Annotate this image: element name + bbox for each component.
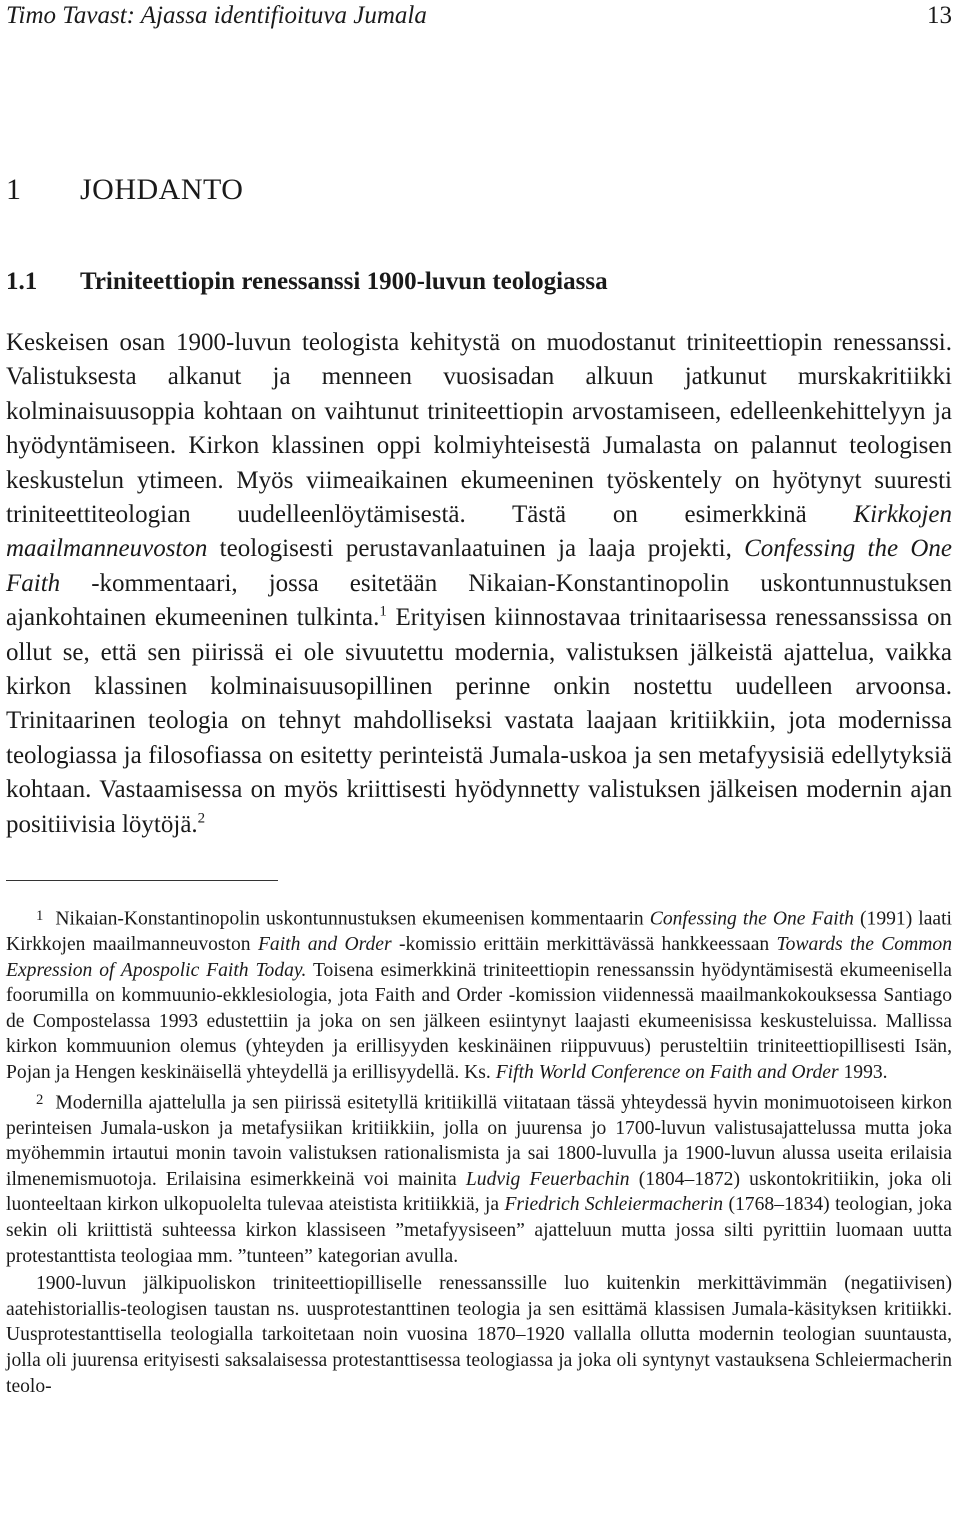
text-run: -kommentaari, jossa esitetään Nikaian-Konstantinopolin uskontunnustuksen ajankohtainen ekumeeninen tulkinta. — [6, 569, 952, 632]
text-run: Toisena esimerkkinä triniteettiopin renessanssin hyödyntämisestä ekumeenisella foorumilla on kommuunio-ekklesiologia, jota Faith and Order -komission viidennessä maailmankokouksessa Santiago de Compostelassa 1993 edustettiin ja joka on sen jälkeen esiintynyt laajasti ekumeenisissa keskusteluissa. Mallissa kirkon kommuunion olemus (yhteyden ja erillisyyden keskinäinen riippuvuus) perusteltiin triniteettiopillisesti Isän, Pojan ja Hengen keskinäisellä yhteydellä ja erillisyydellä. Ks. — [6, 959, 952, 1083]
text-run: teologisesti perustavanlaatuinen ja laaja projekti, — [207, 535, 745, 563]
running-title: Timo Tavast: Ajassa identifioituva Jumala — [6, 2, 427, 29]
italic-run: Faith and Order — [257, 934, 392, 955]
text-run: Keskeisen osan 1900-luvun teologista kehitystä on muodostanut triniteettiopin renessanssi. Valistuksesta alkanut ja menneen vuosisadan alkuun jatkunut murskakritiikki kolminaisuusoppia kohtaan on vaihtunut triniteettiopin arvostamiseen, edelleenkehittelyyn ja hyödyntämiseen. Kirkon klassinen oppi kolmiyhteisestä Jumalasta on palannut teologisen keskustelun ytimeen. Myös viimeaikainen ekumeeninen työskentely on hyötynyt suuresti triniteettiteologian uudelleenlöytämisestä. Tästä on esimerkkinä — [6, 329, 952, 529]
footnote-1 — [6, 904, 952, 1086]
footnotes — [6, 904, 952, 1399]
text-run: (1768–1834) teologian, joka sekin oli kriittistä suhteessa kirkon klassiseen ”metafyysiseen” ajatteluun mutta jossa silti pyrittiin luomaan uutta protestanttista teologiaa mm. ”tunteen” kategorian avulla. — [6, 1194, 952, 1267]
section-heading — [6, 262, 608, 302]
italic-run: Towards the Common Expression of Apospolic Faith Today. — [6, 934, 952, 981]
body-text — [6, 326, 952, 842]
footnote-ref-1[interactable]: 1 — [379, 603, 387, 620]
page-number: 13 — [927, 2, 952, 29]
text-run: (1804–1872) uskontokritiikin, joka oli luonteeltaan kirkon ulkopuolelta tulevaa ateistista kritiikkiä, ja — [6, 1168, 952, 1216]
chapter-title: JOHDANTO — [80, 173, 244, 206]
paragraph — [6, 326, 952, 842]
footnote-2-continued: 1900-luvun jälkipuoliskon triniteettiopilliselle renessanssille luo kuitenkin merkittävimmän (negatiivisen) aatehistoriallis-teologisen taustan ns. uusprotestanttinen teologia ja sen esittämä klassisen Jumala-käsityksen kritiikki. Uusprotestanttisella teologialla tarkoitetaan noin vuosina 1870–1920 vallalla ollutta modernin teologian suuntausta, jolla oli juurensa erityisesti saksalaisessa protestanttisessa teologiassa ja joka oli syntynyt vastauksena Schleiermacherin teolo- — [6, 1273, 952, 1397]
italic-run: Friedrich Schleiermacherin — [504, 1194, 724, 1216]
text-run: (1991) laati Kirkkojen maailmanneuvoston — [6, 908, 953, 955]
footnote-mark: 2 — [36, 1091, 44, 1108]
section-number: 1.1 — [6, 268, 38, 295]
footnote-ref-2[interactable]: 2 — [197, 809, 206, 826]
text-run: Nikaian-Konstantinopolin uskontunnustuksen ekumeenisen kommentaarin — [55, 908, 650, 930]
text-run: Modernilla ajattelulla ja sen piirissä esitetyllä kritiikillä viitataan tässä yhteydessä hyvin monimuotoiseen kirkon perinteisen Jumala-uskon ja metafysiikan kritiikkiin, jolla on juurensa jo 1700-luvun valistusajattelussa mutta joka myöhemmin irtautui monin tavoin valistuksen rationalismista ja sai 1800-luvulla ja 1900-luvun alussa useita erilaisia ilmenemismuotoja. Erilaisina esimerkkeinä voi mainita — [6, 1091, 952, 1190]
running-header — [6, 0, 952, 36]
text-run: -komissio erittäin merkittävässä hankkeessaan — [391, 934, 777, 955]
footnote-mark: 1 — [36, 908, 44, 924]
italic-run: Confessing the One Faith — [6, 535, 952, 597]
footnote-divider — [6, 880, 278, 881]
section-title: Triniteettiopin renessanssi 1900-luvun teologiassa — [80, 268, 608, 295]
text-run: Erityisen kiinnostavaa trinitaarisessa renessanssissa on ollut se, että sen piirissä ei ole sivuutettu modernia, valistuksen jälkeistä ajattelua, vaikka kirkon klassinen kolminaisuusopillinen perinne onkin nostettu uudelleen arvoonsa. Trinitaarinen teologia on tehnyt mahdolliseksi vastata laajaan kritiikkiin, jota modernissa teologiassa ja filosofiassa on esitetty perinteistä Jumala-uskoa ja sen metafyysisiä edellytyksiä kohtaan. Vastaamisessa on myös kriittisesti hyödynnetty valistuksen jälkeisen modernin ajan positiivisia löytöjä. — [6, 604, 952, 838]
chapter-heading — [6, 168, 243, 212]
italic-run: Fifth World Conference on Faith and Order — [495, 1061, 839, 1083]
italic-run: Kirkkojen maailmanneuvoston — [6, 501, 952, 563]
footnote-2 — [6, 1088, 952, 1270]
text-run: 1993. — [838, 1061, 888, 1083]
chapter-number: 1 — [6, 173, 22, 206]
italic-run: Ludvig Feuerbachin — [465, 1168, 630, 1190]
italic-run: Confessing the One Faith — [649, 908, 854, 930]
